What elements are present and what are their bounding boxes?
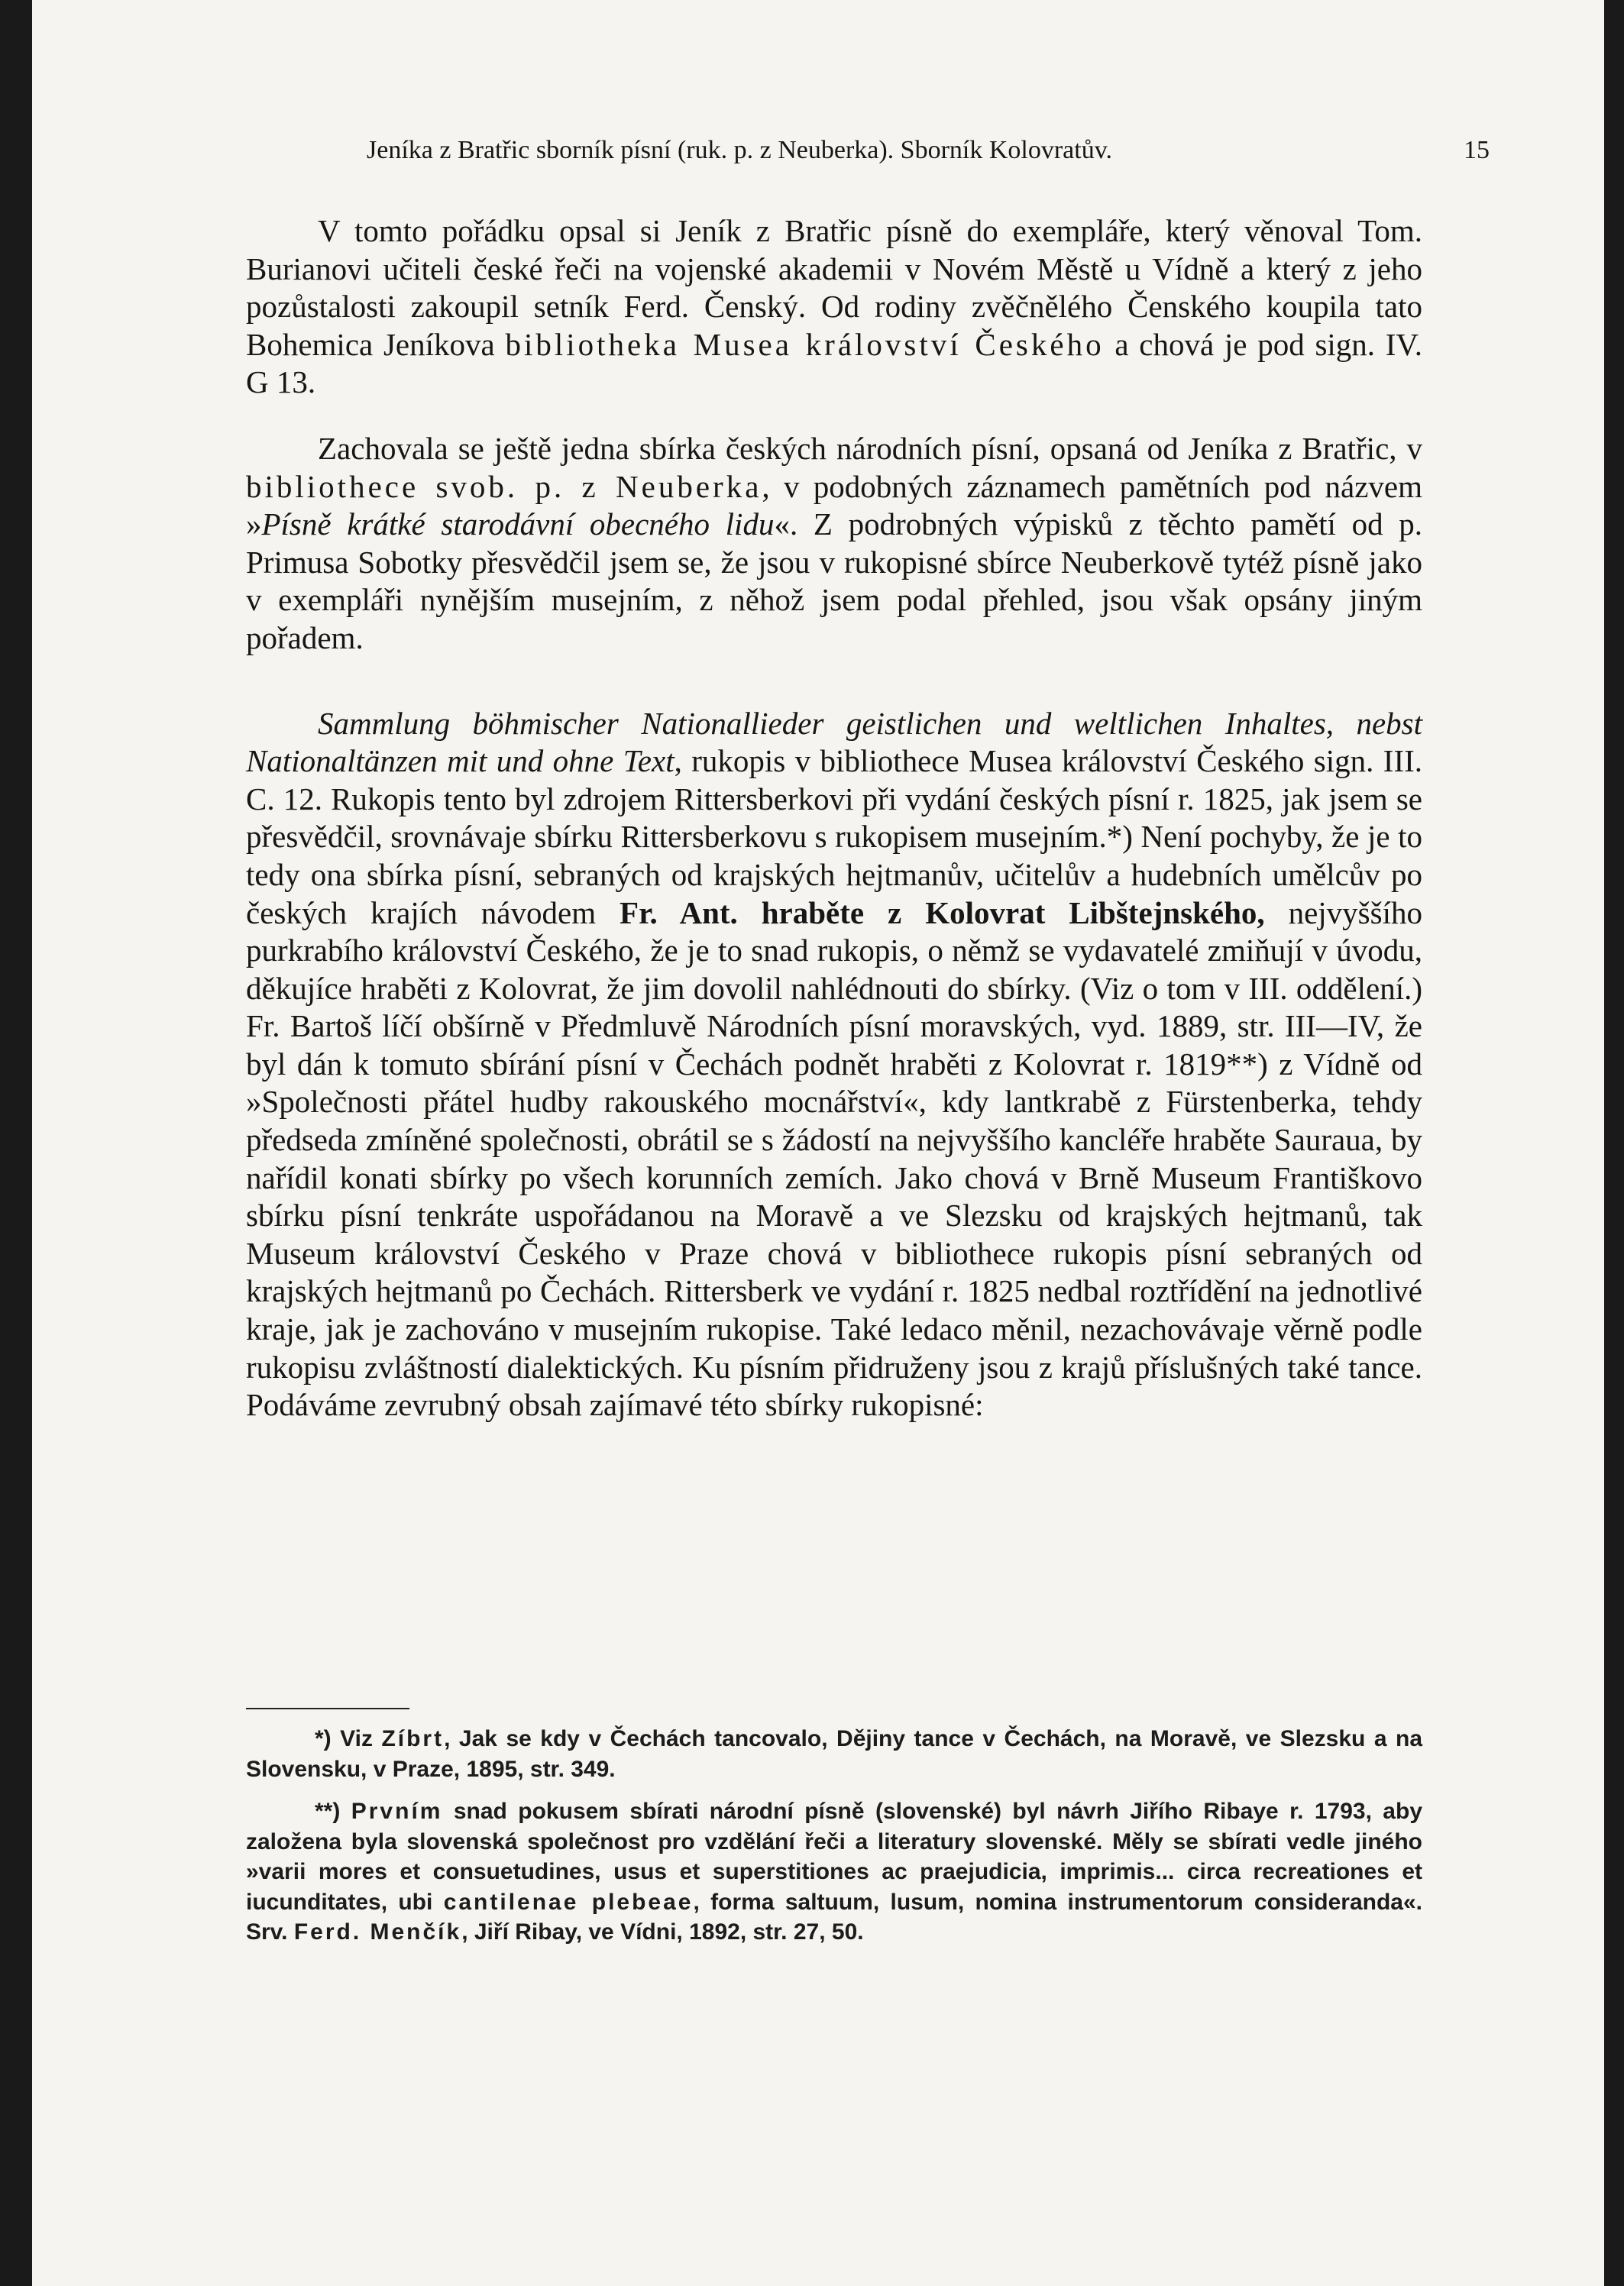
italic-title: Sammlung böhmischer Nationallieder geistlichen und weltlichen Inhaltes, nebst Nationaltänzen mit und ohne Text	[246, 705, 1422, 779]
paragraph-2-text-mid: , v podobných záznamech pamětních pod názvem »	[246, 468, 1422, 542]
footnote-2	[246, 1796, 1422, 1948]
footnote-2-text: snad pokusem sbírati národní písně (slovenské) byl návrh Jiřího Ribaye r. 1793, aby založena byla slovenská společnost pro vzdělání řeči a literatury slovenské. Měly se sbírati vedle jiného »varii mores et consuetudines, usus et superstitiones ac praejudicia, imprimis... circa recreationes et iucunditates, ubi	[246, 1799, 1423, 1915]
running-header	[367, 131, 1490, 170]
footnote-2-marker: **)	[315, 1799, 351, 1824]
running-title: Jeníka z Bratřic sborník písní (ruk. p. z Neuberka). Sborník Kolovratův.	[367, 136, 1113, 164]
paragraph-2	[246, 430, 1422, 658]
bold-name: Fr. Ant. hraběte z Kolovrat Libštejnského,	[620, 894, 1265, 930]
footnote-1-text: *) Viz	[315, 1726, 382, 1751]
spaced-author: Zíbrt	[381, 1726, 445, 1751]
italic-title: Písně krátké starodávní obecného lidu	[261, 506, 775, 542]
paragraph-1	[246, 212, 1422, 402]
spaced-emphasis: Prvním	[351, 1799, 443, 1824]
spaced-emphasis: bibliotheka Musea království Českého	[505, 326, 1105, 362]
paragraph-2-text: Zachovala se ještě jedna sbírka českých národních písní, opsaná od Jeníka z Bratřic, v	[318, 430, 1422, 466]
page-number: 15	[1464, 136, 1490, 164]
footnote-divider	[246, 1708, 409, 1709]
spaced-emphasis: cantilenae plebeae	[443, 1889, 694, 1915]
footnote-1-text-end: , Jak se kdy v Čechách tancovalo, Dějiny tance v Čechách, na Moravě, ve Slezsku a na Slovensku, v Praze, 1895, str. 349.	[246, 1726, 1422, 1782]
paragraph-1-text-end: a chová je pod sign. IV. G 13.	[246, 326, 1422, 400]
footnotes	[246, 1724, 1422, 1948]
book-page	[32, 0, 1604, 2286]
paragraph-1-text: V tomto pořádku opsal si Jeník z Bratřic písně do exempláře, který věnoval Tom. Burianovi učiteli české řeči na vojenské akademii v Novém Městě u Vídně a který z jeho pozůstalosti zakoupil setník Ferd. Čenský. Od rodiny zvěčnělého Čenského koupila tato Bohemica Jeníkova	[246, 213, 1422, 362]
paragraph-3-text-end: nejvyššího purkrabího království Českého, že je to snad rukopis, o němž se vydavatelé zmiňují v úvodu, děkujíce hraběti z Kolovrat, že jim dovolil nahlédnouti do sbírky. (Viz o tom v III. oddělení.) Fr. Bartoš líčí obšírně v Předmluvě Národních písní moravských, vyd. 1889, str. III—IV, že byl dán k tomuto sbírání písní v Čechách podnět hraběti z Kolovrat r. 1819**) z Vídně od »Společnosti přátel hudby rakouského mocnářství«, kdy lantkrabě z Fürstenberka, tehdy předseda zmíněné společnosti, obrátil se s žádostí na nejvyššího kancléře hraběte Sauraua, by nařídil konati sbírky po všech korunních zemích. Jako chová v Brně Museum Františkovo sbírku písní tenkráte uspořádanou na Moravě a ve Slezsku od krajských hejtmanů, tak Museum království Českého v Praze chová v bibliothece rukopis písní sebraných od krajských hejtmanů po Čechách. Rittersberk ve vydání r. 1825 nedbal roztřídění na jednotlivé kraje, jak je zachováno v musejním rukopise. Také ledaco měnil, nezachovávaje věrně podle rukopisu zvláštností dialektických. Ku písním přidruženy jsou z krajů příslušných také tance. Podáváme zevrubný obsah zajímavé této sbírky rukopisné:	[246, 894, 1422, 1423]
body-text	[246, 212, 1422, 1424]
spaced-emphasis: bibliothece svob. p. z Neuberka	[246, 468, 762, 504]
paragraph-3-text: , rukopis v bibliothece Musea království Českého sign. III. C. 12. Rukopis tento byl zdrojem Rittersberkovi při vydání českých písní r. 1825, jak jsem se přesvědčil, srovnávaje sbírku Rittersberkovu s rukopisem musejním.*) Není pochyby, že je to tedy ona sbírka písní, sebraných od krajských hejtmanův, učitelův a hudebních umělcův po českých krajích návodem	[246, 743, 1423, 930]
footnote-2-text-mid: , forma saltuum, lusum, nomina instrumentorum consideranda«. Srv.	[246, 1889, 1422, 1945]
paragraph-2-text-end: «. Z podrobných výpisků z těchto pamětí od p. Primusa Sobotky přesvědčil jsem se, že jsou v rukopisné sbírce Neuberkově tytéž písně jako v exempláři nynějším musejním, z něhož jsem podal přehled, jsou však opsány jiným pořadem.	[246, 506, 1422, 655]
footnote-2-text-end: , Jiří Ribay, ve Vídni, 1892, str. 27, 50.	[461, 1919, 864, 1945]
paragraph-3	[246, 705, 1422, 1424]
spaced-author: Ferd. Menčík	[293, 1919, 462, 1945]
footnote-1	[246, 1724, 1422, 1784]
